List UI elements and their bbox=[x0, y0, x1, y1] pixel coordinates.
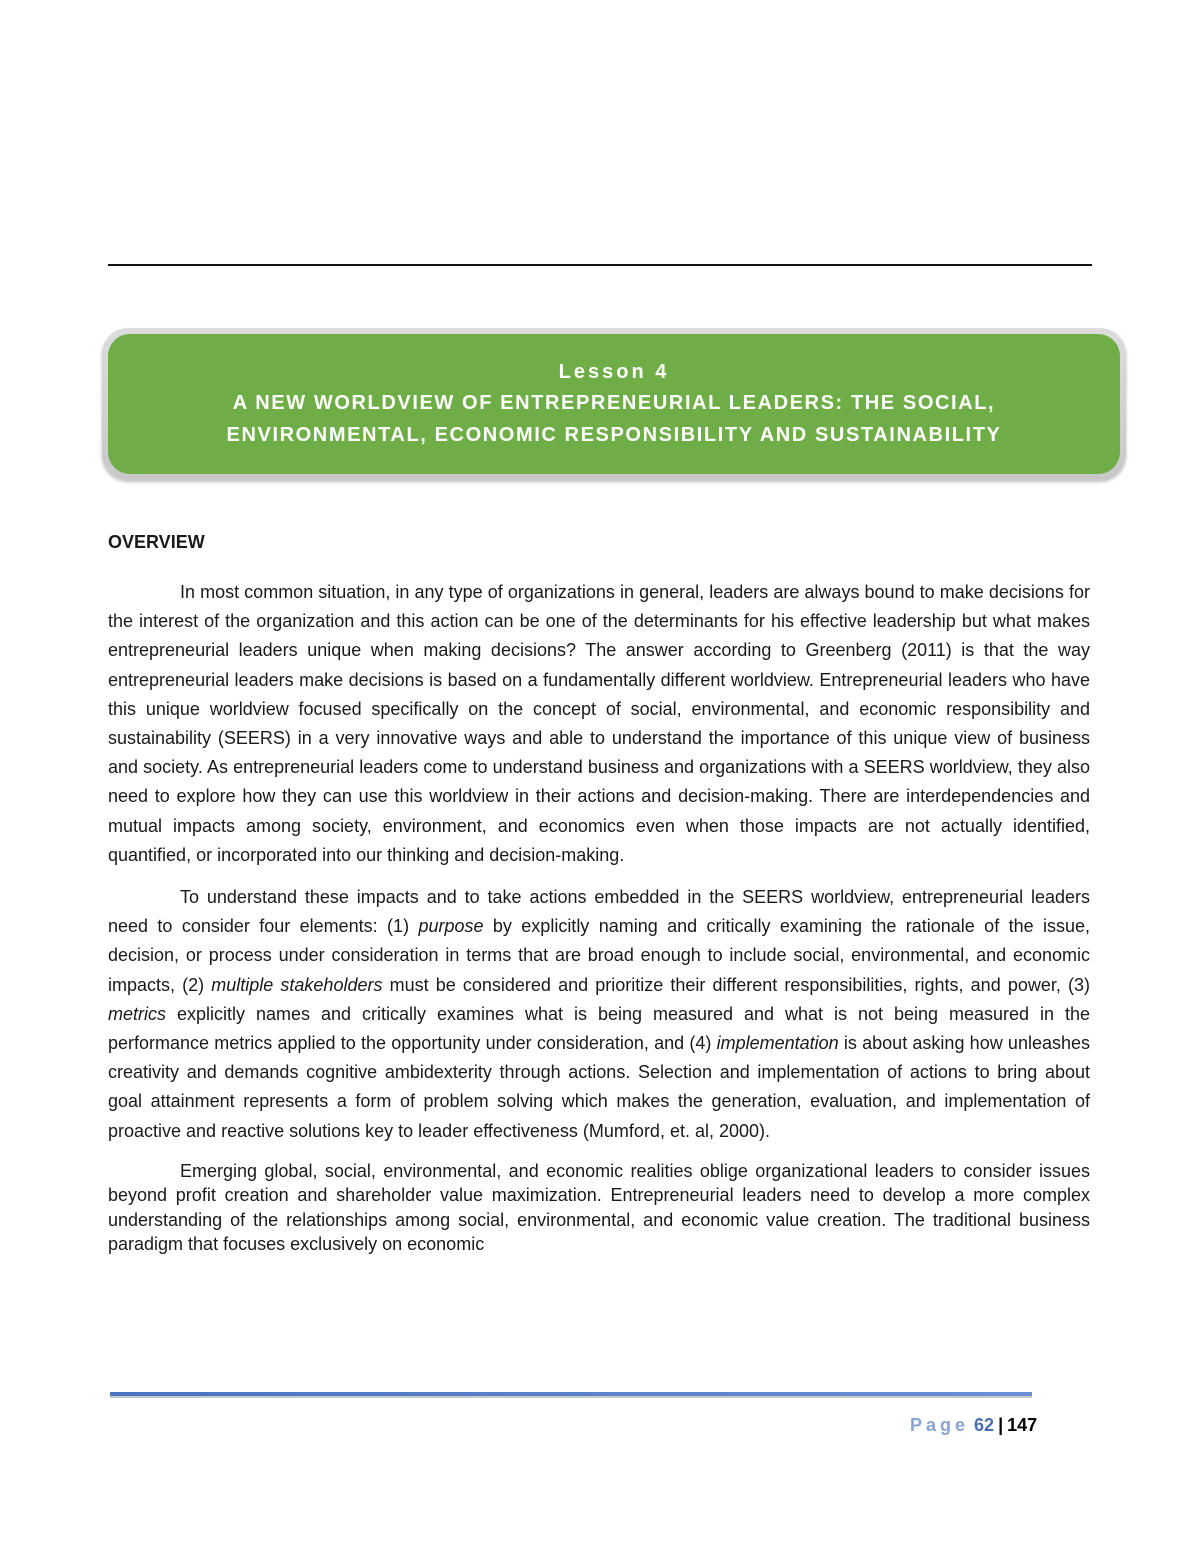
paragraph-2-text-a: To understand these impacts and to take actions embedded in the SEERS worldview, entrepreneurial leaders need to consider four elements: (1) bbox=[108, 887, 1090, 937]
lesson-title-line-1: A NEW WORLDVIEW OF ENTREPRENEURIAL LEADERS: THE SOCIAL, bbox=[232, 392, 996, 414]
term-metrics: metrics bbox=[108, 1003, 166, 1024]
page-separator: | bbox=[998, 1415, 1004, 1435]
footer-divider bbox=[110, 1392, 1032, 1398]
page-label: Page bbox=[910, 1415, 970, 1435]
paragraph-2-text-c: must be considered and prioritize their different responsibilities, rights, and power, (3) bbox=[382, 974, 1090, 995]
lesson-title-line-2: ENVIRONMENTAL, ECONOMIC RESPONSIBILITY AND SUSTAINABILITY bbox=[226, 424, 1002, 446]
paragraph-3: Emerging global, social, environmental, and economic realities oblige organizational leaders to consider issues beyond profit creation and shareholder value maximization. Entrepreneurial leaders need to develop a more complex understanding of the relationships among social, environmental, and economic value creation. The traditional business paradigm that focuses exclusively on economic bbox=[108, 1160, 1090, 1255]
term-multiple-stakeholders: multiple stakeholders bbox=[211, 974, 383, 995]
paragraph-2-text-d: explicitly names and critically examines what is being measured and what is not being measured in the performance metrics applied to the opportunity under consideration, and (4) bbox=[108, 1003, 1090, 1054]
header-divider bbox=[108, 264, 1092, 266]
term-purpose: purpose bbox=[418, 916, 484, 937]
overview-body bbox=[108, 578, 1090, 1270]
paragraph-2-text-e: is about asking how unleashes creativity and demands cognitive ambidexterity through actions. Selection and implementation of actions to bring about goal attainment represents a form of problem solving which makes the generation, evaluation, and implementation of proactive and reactive solutions key to leader effectiveness (Mumford, et. al, 2000). bbox=[108, 1033, 1090, 1141]
page-number bbox=[910, 1415, 1037, 1436]
lesson-banner bbox=[102, 328, 1126, 480]
overview-heading: OVERVIEW bbox=[108, 532, 205, 552]
total-pages: 147 bbox=[1007, 1415, 1038, 1435]
lesson-banner-inner bbox=[108, 334, 1120, 474]
paragraph-1: In most common situation, in any type of organizations in general, leaders are always bound to make decisions for the interest of the organization and this action can be one of the determinants for his effective leadership but what makes entrepreneurial leaders unique when making decisions? The answer according to Greenberg (2011) is that the way entrepreneurial leaders make decisions is based on a fundamentally different worldview. Entrepreneurial leaders who have this unique worldview focused specifically on the concept of social, environmental, and economic responsibility and sustainability (SEERS) in a very innovative ways and able to understand the importance of this unique view of business and society. As entrepreneurial leaders come to understand business and organizations with a SEERS worldview, they also need to explore how they can use this worldview in their actions and decision-making. There are interdependencies and mutual impacts among society, environment, and economics even when those impacts are not actually identified, quantified, or incorporated into our thinking and decision-making. bbox=[108, 582, 1090, 865]
current-page: 62 bbox=[974, 1415, 995, 1435]
paragraph-2-text-b: by explicitly naming and critically examining the rationale of the issue, decision, or process under consideration in terms that are broad enough to include social, environmental, and economic impacts, (2) bbox=[108, 916, 1091, 995]
paragraph-2 bbox=[108, 883, 1090, 1146]
lesson-number: Lesson 4 bbox=[558, 361, 670, 383]
term-implementation: implementation bbox=[716, 1033, 839, 1054]
